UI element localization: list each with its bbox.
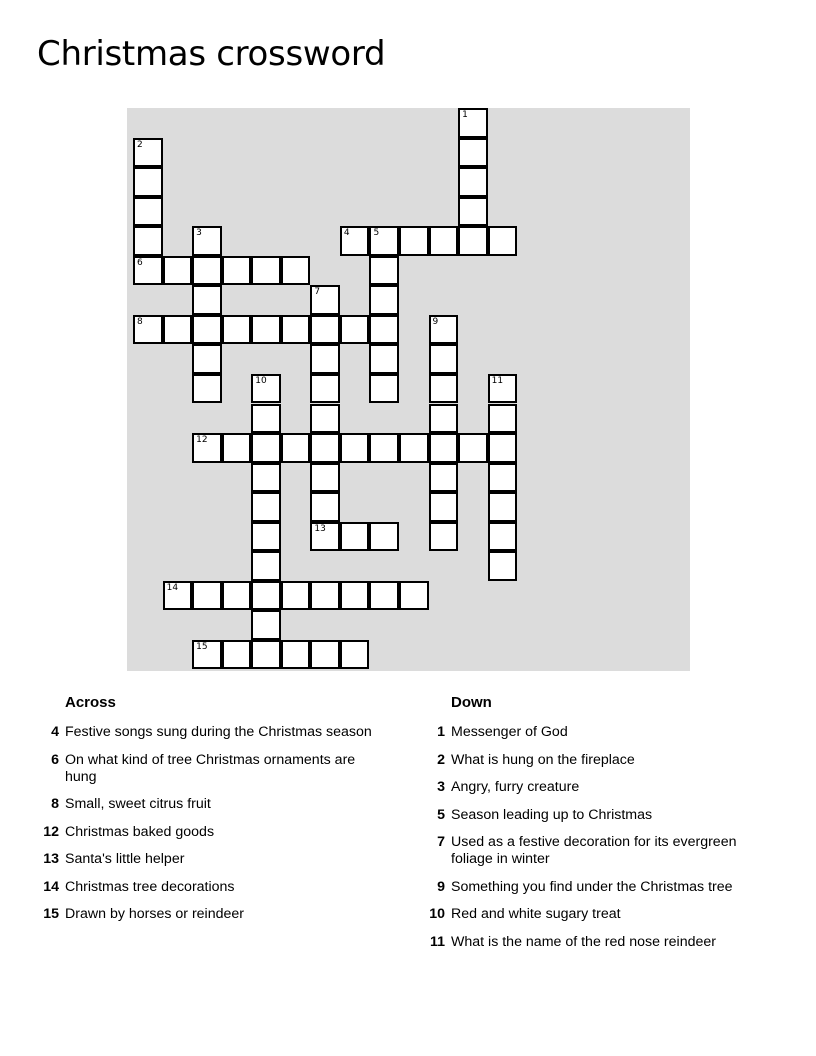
grid-cell[interactable]	[429, 226, 459, 256]
grid-cell[interactable]	[458, 226, 488, 256]
grid-cell[interactable]	[163, 581, 193, 611]
grid-cell[interactable]	[488, 551, 518, 581]
clue-number: 7	[314, 287, 321, 298]
grid-cell[interactable]	[310, 433, 340, 463]
grid-cell[interactable]	[340, 581, 370, 611]
grid-cell[interactable]	[163, 315, 193, 345]
crossword-grid	[127, 108, 690, 671]
grid-cell[interactable]	[281, 256, 311, 286]
grid-cell[interactable]	[310, 315, 340, 345]
grid-cell[interactable]	[458, 167, 488, 197]
grid-cell[interactable]	[429, 374, 459, 404]
clue-number: 6	[137, 257, 143, 268]
clue-number: 8	[137, 316, 143, 327]
grid-cell[interactable]	[222, 581, 252, 611]
grid-cell[interactable]	[251, 315, 281, 345]
grid-cell[interactable]	[488, 522, 518, 552]
grid-cell[interactable]	[133, 138, 163, 168]
grid-cell[interactable]	[192, 344, 222, 374]
clue-across-4: 4 Festive songs sung during the Christmas season	[51, 724, 372, 740]
grid-cell[interactable]	[251, 492, 281, 522]
down-heading: Down	[451, 694, 492, 711]
clue-number: 14	[166, 582, 179, 593]
clue-number: 1	[462, 110, 468, 120]
grid-cell[interactable]	[133, 167, 163, 197]
grid-cell[interactable]	[192, 256, 222, 286]
grid-cell[interactable]	[222, 315, 252, 345]
grid-cell[interactable]	[369, 315, 399, 345]
grid-cell[interactable]	[251, 433, 281, 463]
grid-cell[interactable]	[192, 433, 222, 463]
grid-cell[interactable]	[251, 463, 281, 493]
clue-number: 13	[314, 523, 326, 534]
grid-cell[interactable]	[429, 404, 459, 434]
grid-cell[interactable]	[488, 226, 518, 256]
grid-cell[interactable]	[399, 226, 429, 256]
grid-cell[interactable]	[399, 433, 429, 463]
grid-cell[interactable]	[251, 522, 281, 552]
grid-cell[interactable]	[310, 374, 340, 404]
grid-cell[interactable]	[133, 197, 163, 227]
down-clues	[423, 694, 763, 961]
grid-cell[interactable]	[251, 610, 281, 640]
grid-cell[interactable]	[429, 492, 459, 522]
clue-down-7: 7 Used as a festive decoration for its evergreen foliage in winter	[437, 834, 737, 867]
grid-cell[interactable]	[133, 226, 163, 256]
grid-cell[interactable]	[458, 433, 488, 463]
grid-cell[interactable]	[281, 315, 311, 345]
grid-cell[interactable]	[192, 640, 222, 670]
grid-cell[interactable]	[281, 581, 311, 611]
grid-cell[interactable]	[251, 640, 281, 670]
grid-cell[interactable]	[429, 463, 459, 493]
clue-across-13: 13 Santa's little helper	[43, 851, 185, 867]
clue-across-6: 6 On what kind of tree Christmas ornaments are hung	[51, 751, 356, 785]
grid-cell[interactable]	[192, 581, 222, 611]
grid-cell[interactable]	[429, 522, 459, 552]
grid-cell[interactable]	[340, 315, 370, 345]
clue-down-10: 10 Red and white sugary treat	[429, 906, 621, 922]
grid-cell[interactable]	[310, 285, 340, 315]
grid-cell[interactable]	[340, 433, 370, 463]
grid-cell[interactable]	[369, 374, 399, 404]
grid-cell[interactable]	[251, 551, 281, 581]
clue-number: 4	[343, 228, 350, 239]
grid-cell[interactable]	[369, 344, 399, 374]
grid-cell[interactable]	[310, 640, 340, 670]
clue-number: 2	[137, 139, 143, 150]
grid-cell[interactable]	[429, 344, 459, 374]
grid-cell[interactable]	[369, 285, 399, 315]
grid-cell[interactable]	[310, 522, 340, 552]
grid-cell[interactable]	[310, 581, 340, 611]
grid-cell[interactable]	[488, 492, 518, 522]
grid-cell[interactable]	[192, 315, 222, 345]
grid-cell[interactable]	[310, 492, 340, 522]
page-title: Christmas crossword	[37, 34, 386, 74]
grid-cell[interactable]	[369, 256, 399, 286]
grid-cell[interactable]	[340, 522, 370, 552]
clue-number: 3	[196, 228, 202, 239]
grid-cell[interactable]	[429, 433, 459, 463]
across-clues	[37, 694, 377, 934]
clue-number: 9	[432, 316, 439, 327]
clue-down-5: 5 Season leading up to Christmas	[437, 806, 653, 823]
grid-cell[interactable]	[369, 522, 399, 552]
clue-number: 11	[491, 375, 504, 386]
grid-cell[interactable]	[488, 374, 518, 404]
grid-cell[interactable]	[222, 256, 252, 286]
grid-cell[interactable]	[310, 344, 340, 374]
grid-cell[interactable]	[192, 285, 222, 315]
grid-cell[interactable]	[488, 404, 518, 434]
grid-cell[interactable]	[251, 374, 281, 404]
grid-cell[interactable]	[458, 197, 488, 227]
clue-across-8: 8 Small, sweet citrus fruit	[51, 796, 211, 812]
clue-down-11: 11 What is the name of the red nose reindeer	[430, 933, 716, 950]
grid-cell[interactable]	[340, 226, 370, 256]
clue-across-14: 14 Christmas tree decorations	[43, 878, 235, 895]
clue-across-12: 12 Christmas baked goods	[43, 823, 215, 840]
clue-down-9: 9 Something you find under the Christmas tree	[437, 878, 733, 895]
grid-cell[interactable]	[488, 463, 518, 493]
clue-down-1: 1 Messenger of God	[437, 724, 568, 740]
grid-cell[interactable]	[399, 581, 429, 611]
grid-cell[interactable]	[458, 108, 488, 138]
grid-cell[interactable]	[192, 374, 222, 404]
clue-across-15: 15 Drawn by horses or reindeer	[43, 906, 244, 922]
grid-cell[interactable]	[369, 433, 399, 463]
grid-cell[interactable]	[133, 315, 163, 345]
clue-number: 12	[196, 435, 208, 446]
clue-number: 5	[373, 228, 380, 239]
grid-cell[interactable]	[192, 226, 222, 256]
clue-down-3: 3 Angry, furry creature	[437, 779, 580, 795]
grid-cell[interactable]	[488, 433, 518, 463]
grid-cell[interactable]	[281, 640, 311, 670]
across-heading: Across	[65, 694, 116, 711]
grid-cell[interactable]	[310, 463, 340, 493]
grid-cell[interactable]	[251, 404, 281, 434]
clue-down-2: 2 What is hung on the fireplace	[437, 751, 635, 768]
grid-cell[interactable]	[310, 404, 340, 434]
grid-cell[interactable]	[340, 640, 370, 670]
grid-cell[interactable]	[251, 256, 281, 286]
grid-cell[interactable]	[133, 256, 163, 286]
grid-cell[interactable]	[251, 581, 281, 611]
clue-number: 15	[196, 641, 208, 652]
grid-cell[interactable]	[369, 226, 399, 256]
grid-cell[interactable]	[163, 256, 193, 286]
grid-cell[interactable]	[369, 581, 399, 611]
grid-cell[interactable]	[222, 640, 252, 670]
grid-cell[interactable]	[222, 433, 252, 463]
grid-cell[interactable]	[429, 315, 459, 345]
clue-number: 10	[255, 375, 267, 386]
grid-cell[interactable]	[458, 138, 488, 168]
grid-cell[interactable]	[281, 433, 311, 463]
